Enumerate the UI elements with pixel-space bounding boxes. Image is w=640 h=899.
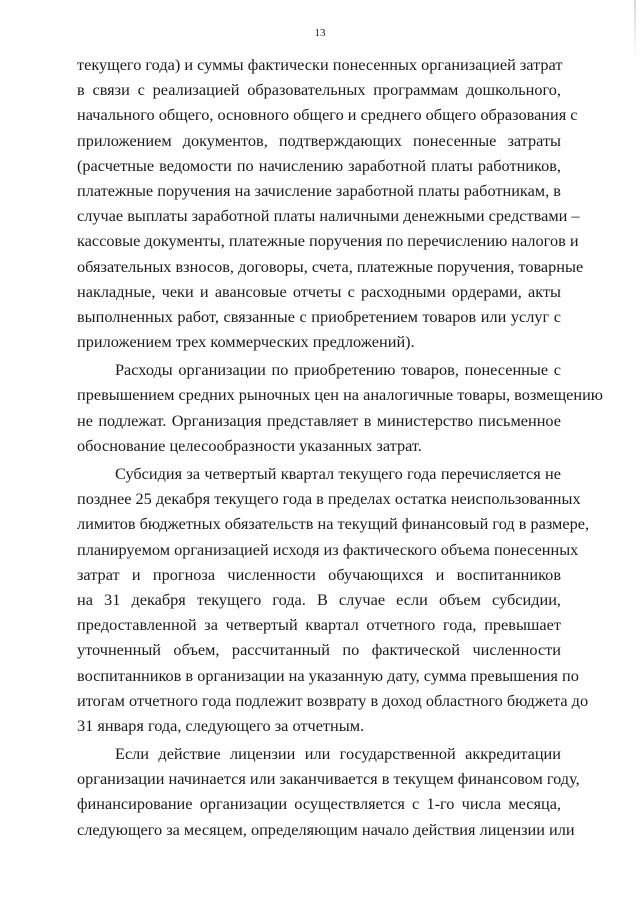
text-line: финансирование организации осуществляется с 1-го числа месяца, (77, 794, 561, 814)
document-body (77, 52, 603, 842)
text-line: воспитанников в организации на указанную дату, сумма превышения по (77, 665, 579, 685)
text-line: начального общего, основного общего и среднего общего образования с (77, 105, 578, 125)
text-line: выполненных работ, связанные с приобретением товаров или услуг с (77, 306, 561, 326)
text-line: лимитов бюджетных обязательств на текущий финансовый год в размере, (77, 514, 590, 534)
paragraph-3 (77, 461, 590, 738)
text-line: приложением трех коммерческих предложений). (77, 332, 415, 352)
text-line: затрат и прогноза численности обучающихся и воспитанников (77, 564, 561, 584)
text-line: накладные, чеки и авансовые отчеты с расходными ордерами, акты (77, 281, 561, 301)
text-line: приложением документов, подтверждающих понесенные затраты (77, 130, 561, 150)
text-line: организации начинается или заканчивается в текущем финансовом году, (77, 769, 580, 789)
paragraph-4 (77, 741, 580, 842)
page-number: 13 (314, 27, 326, 39)
text-line: кассовые документы, платежные поручения по перечислению налогов и (77, 231, 579, 251)
paragraph-2 (77, 357, 603, 458)
text-line: Расходы организации по приобретению товаров, понесенные с (115, 360, 561, 380)
text-line: обязательных взносов, договоры, счета, платежные поручения, товарные (77, 256, 584, 276)
text-line: Субсидия за четвертый квартал текущего года перечисляется не (115, 464, 561, 483)
text-line: превышением средних рыночных цен на аналогичные товары, возмещению (77, 385, 603, 405)
text-line: текущего года) и суммы фактически понесенных организацией затрат (77, 55, 563, 74)
text-line: 31 января года, следующего за отчетным. (77, 715, 365, 735)
text-line: следующего за месяцем, определяющим начало действия лицензии или (77, 819, 575, 839)
text-line: планируемом организацией исходя из фактического объема понесенных (77, 539, 579, 559)
text-line: случае выплаты заработной платы наличными денежными средствами – (77, 206, 580, 226)
text-line: платежные поручения на зачисление заработной платы работникам, в (77, 180, 561, 200)
text-line: (расчетные ведомости по начислению заработной платы работников, (77, 155, 561, 175)
text-line: позднее 25 декабря текущего года в пределах остатка неиспользованных (77, 489, 581, 509)
text-line: Если действие лицензии или государственной аккредитации (115, 744, 561, 764)
text-line: на 31 декабря текущего года. В случае если объем субсидии, (77, 589, 561, 609)
text-line: предоставленной за четвертый квартал отчетного года, превышает (77, 615, 561, 635)
text-line: в связи с реализацией образовательных программам дошкольного, (77, 80, 561, 100)
text-line: не подлежат. Организация представляет в министерство письменное (77, 410, 561, 430)
text-line: итогам отчетного года подлежит возврату в доход областного бюджета до (77, 690, 589, 710)
text-line: обоснование целесообразности указанных затрат. (77, 435, 422, 455)
text-line: уточненный объем, рассчитанный по фактической численности (77, 640, 561, 660)
paragraph-1 (77, 52, 584, 354)
